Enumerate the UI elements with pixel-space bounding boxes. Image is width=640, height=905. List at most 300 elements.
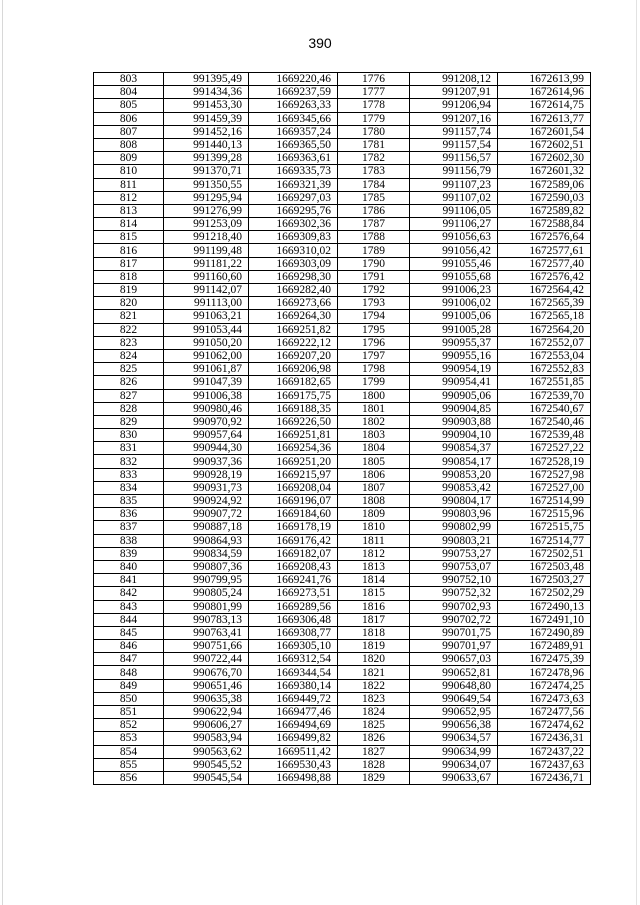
x-coordinate-left: 990928,19: [164, 468, 249, 481]
x-coordinate-left: 990606,27: [164, 719, 249, 732]
table-row: [94, 178, 591, 191]
y-coordinate-left: 1669499,82: [249, 732, 338, 745]
y-coordinate-left: 1669273,51: [249, 587, 338, 600]
y-coordinate-left: 1669310,02: [249, 244, 338, 257]
point-number-left: 807: [94, 125, 164, 138]
y-coordinate-right: 1672503,48: [498, 560, 591, 573]
point-number-left: 835: [94, 495, 164, 508]
x-coordinate-right: 990634,57: [410, 732, 498, 745]
y-coordinate-left: 1669182,07: [249, 547, 338, 560]
point-number-left: 831: [94, 442, 164, 455]
table-row: [94, 112, 591, 125]
point-number-right: 1819: [338, 640, 410, 653]
point-number-right: 1776: [338, 73, 410, 86]
point-number-right: 1794: [338, 310, 410, 323]
point-number-right: 1798: [338, 363, 410, 376]
table-row: [94, 508, 591, 521]
y-coordinate-right: 1672527,00: [498, 481, 591, 494]
table-row: [94, 231, 591, 244]
x-coordinate-right: 991207,91: [410, 86, 498, 99]
x-coordinate-right: 990752,32: [410, 587, 498, 600]
table-row: [94, 204, 591, 217]
x-coordinate-left: 991276,99: [164, 204, 249, 217]
x-coordinate-left: 991370,71: [164, 165, 249, 178]
table-row: [94, 560, 591, 573]
page-number: 390: [308, 35, 332, 51]
table-row: [94, 86, 591, 99]
point-number-left: 818: [94, 270, 164, 283]
y-coordinate-left: 1669226,50: [249, 415, 338, 428]
y-coordinate-left: 1669264,30: [249, 310, 338, 323]
y-coordinate-left: 1669309,83: [249, 231, 338, 244]
y-coordinate-left: 1669498,88: [249, 771, 338, 784]
y-coordinate-left: 1669215,97: [249, 468, 338, 481]
x-coordinate-left: 990783,13: [164, 613, 249, 626]
point-number-right: 1816: [338, 600, 410, 613]
table-row: [94, 468, 591, 481]
coordinates-table-body: [94, 73, 591, 785]
y-coordinate-right: 1672527,22: [498, 442, 591, 455]
x-coordinate-left: 990563,62: [164, 745, 249, 758]
y-coordinate-right: 1672601,54: [498, 125, 591, 138]
y-coordinate-left: 1669298,30: [249, 270, 338, 283]
point-number-left: 840: [94, 560, 164, 573]
x-coordinate-right: 991006,02: [410, 297, 498, 310]
y-coordinate-left: 1669220,46: [249, 73, 338, 86]
x-coordinate-right: 991156,79: [410, 165, 498, 178]
point-number-left: 837: [94, 521, 164, 534]
y-coordinate-left: 1669335,73: [249, 165, 338, 178]
x-coordinate-left: 990751,66: [164, 640, 249, 653]
x-coordinate-right: 990752,10: [410, 574, 498, 587]
x-coordinate-left: 990944,30: [164, 442, 249, 455]
y-coordinate-right: 1672551,85: [498, 376, 591, 389]
point-number-left: 813: [94, 204, 164, 217]
y-coordinate-right: 1672589,06: [498, 178, 591, 191]
x-coordinate-left: 990801,99: [164, 600, 249, 613]
x-coordinate-right: 991055,68: [410, 270, 498, 283]
table-row: [94, 771, 591, 784]
table-row: [94, 574, 591, 587]
x-coordinate-right: 991106,05: [410, 204, 498, 217]
y-coordinate-left: 1669321,39: [249, 178, 338, 191]
y-coordinate-left: 1669302,36: [249, 218, 338, 231]
table-row: [94, 363, 591, 376]
point-number-left: 820: [94, 297, 164, 310]
point-number-right: 1814: [338, 574, 410, 587]
point-number-right: 1793: [338, 297, 410, 310]
point-number-left: 842: [94, 587, 164, 600]
x-coordinate-left: 991047,39: [164, 376, 249, 389]
y-coordinate-left: 1669380,14: [249, 679, 338, 692]
y-coordinate-left: 1669182,65: [249, 376, 338, 389]
y-coordinate-right: 1672527,98: [498, 468, 591, 481]
y-coordinate-right: 1672602,51: [498, 138, 591, 151]
point-number-right: 1817: [338, 613, 410, 626]
point-number-left: 817: [94, 257, 164, 270]
point-number-right: 1800: [338, 389, 410, 402]
table-row: [94, 640, 591, 653]
x-coordinate-right: 990854,17: [410, 455, 498, 468]
point-number-right: 1792: [338, 284, 410, 297]
x-coordinate-right: 990701,97: [410, 640, 498, 653]
y-coordinate-right: 1672614,75: [498, 99, 591, 112]
x-coordinate-left: 991218,40: [164, 231, 249, 244]
table-row: [94, 191, 591, 204]
x-coordinate-left: 990635,38: [164, 692, 249, 705]
x-coordinate-right: 991157,74: [410, 125, 498, 138]
y-coordinate-right: 1672552,07: [498, 336, 591, 349]
point-number-right: 1790: [338, 257, 410, 270]
x-coordinate-left: 990763,41: [164, 626, 249, 639]
point-number-right: 1795: [338, 323, 410, 336]
x-coordinate-right: 991055,46: [410, 257, 498, 270]
x-coordinate-right: 991107,23: [410, 178, 498, 191]
y-coordinate-left: 1669251,20: [249, 455, 338, 468]
x-coordinate-left: 990864,93: [164, 534, 249, 547]
x-coordinate-right: 991006,23: [410, 284, 498, 297]
x-coordinate-right: 991056,42: [410, 244, 498, 257]
point-number-left: 836: [94, 508, 164, 521]
y-coordinate-right: 1672564,20: [498, 323, 591, 336]
y-coordinate-right: 1672515,96: [498, 508, 591, 521]
x-coordinate-right: 990954,41: [410, 376, 498, 389]
table-row: [94, 297, 591, 310]
y-coordinate-right: 1672514,99: [498, 495, 591, 508]
point-number-right: 1824: [338, 706, 410, 719]
y-coordinate-right: 1672539,48: [498, 429, 591, 442]
x-coordinate-left: 990931,73: [164, 481, 249, 494]
point-number-right: 1778: [338, 99, 410, 112]
y-coordinate-left: 1669305,10: [249, 640, 338, 653]
x-coordinate-left: 990545,54: [164, 771, 249, 784]
table-row: [94, 218, 591, 231]
y-coordinate-left: 1669477,46: [249, 706, 338, 719]
x-coordinate-right: 990904,85: [410, 402, 498, 415]
x-coordinate-right: 990854,37: [410, 442, 498, 455]
y-coordinate-left: 1669208,43: [249, 560, 338, 573]
point-number-left: 810: [94, 165, 164, 178]
point-number-right: 1777: [338, 86, 410, 99]
x-coordinate-left: 991142,07: [164, 284, 249, 297]
point-number-left: 838: [94, 534, 164, 547]
y-coordinate-right: 1672490,13: [498, 600, 591, 613]
point-number-left: 833: [94, 468, 164, 481]
point-number-right: 1781: [338, 138, 410, 151]
y-coordinate-right: 1672565,39: [498, 297, 591, 310]
x-coordinate-right: 991207,16: [410, 112, 498, 125]
table-row: [94, 495, 591, 508]
point-number-left: 819: [94, 284, 164, 297]
point-number-right: 1789: [338, 244, 410, 257]
y-coordinate-right: 1672474,62: [498, 719, 591, 732]
y-coordinate-left: 1669178,19: [249, 521, 338, 534]
y-coordinate-left: 1669175,75: [249, 389, 338, 402]
point-number-left: 844: [94, 613, 164, 626]
y-coordinate-left: 1669207,20: [249, 349, 338, 362]
table-row: [94, 706, 591, 719]
x-coordinate-left: 991050,20: [164, 336, 249, 349]
point-number-right: 1780: [338, 125, 410, 138]
point-number-right: 1829: [338, 771, 410, 784]
point-number-left: 841: [94, 574, 164, 587]
table-row: [94, 376, 591, 389]
y-coordinate-left: 1669303,09: [249, 257, 338, 270]
x-coordinate-left: 990924,92: [164, 495, 249, 508]
y-coordinate-right: 1672540,46: [498, 415, 591, 428]
x-coordinate-left: 991053,44: [164, 323, 249, 336]
table-row: [94, 402, 591, 415]
x-coordinate-right: 991106,27: [410, 218, 498, 231]
point-number-left: 829: [94, 415, 164, 428]
y-coordinate-right: 1672528,19: [498, 455, 591, 468]
page-edge-right: [636, 0, 637, 905]
y-coordinate-right: 1672577,40: [498, 257, 591, 270]
y-coordinate-left: 1669345,66: [249, 112, 338, 125]
x-coordinate-left: 990805,24: [164, 587, 249, 600]
x-coordinate-right: 990804,17: [410, 495, 498, 508]
point-number-left: 808: [94, 138, 164, 151]
y-coordinate-right: 1672502,51: [498, 547, 591, 560]
point-number-left: 843: [94, 600, 164, 613]
point-number-left: 824: [94, 349, 164, 362]
x-coordinate-right: 990753,07: [410, 560, 498, 573]
point-number-right: 1791: [338, 270, 410, 283]
point-number-left: 804: [94, 86, 164, 99]
y-coordinate-left: 1669295,76: [249, 204, 338, 217]
table-row: [94, 99, 591, 112]
coordinates-table: [93, 72, 591, 785]
x-coordinate-left: 990651,46: [164, 679, 249, 692]
x-coordinate-right: 990702,93: [410, 600, 498, 613]
x-coordinate-right: 990633,67: [410, 771, 498, 784]
page-edge-left: [2, 0, 3, 905]
y-coordinate-right: 1672565,18: [498, 310, 591, 323]
y-coordinate-left: 1669237,59: [249, 86, 338, 99]
y-coordinate-right: 1672590,03: [498, 191, 591, 204]
y-coordinate-left: 1669357,24: [249, 125, 338, 138]
table-row: [94, 152, 591, 165]
y-coordinate-left: 1669511,42: [249, 745, 338, 758]
x-coordinate-left: 991253,09: [164, 218, 249, 231]
y-coordinate-right: 1672514,77: [498, 534, 591, 547]
table-row: [94, 626, 591, 639]
x-coordinate-right: 990648,80: [410, 679, 498, 692]
x-coordinate-right: 991005,28: [410, 323, 498, 336]
x-coordinate-right: 990657,03: [410, 653, 498, 666]
point-number-right: 1799: [338, 376, 410, 389]
point-number-right: 1803: [338, 429, 410, 442]
point-number-left: 805: [94, 99, 164, 112]
point-number-right: 1804: [338, 442, 410, 455]
x-coordinate-right: 990656,38: [410, 719, 498, 732]
y-coordinate-right: 1672437,22: [498, 745, 591, 758]
x-coordinate-left: 991453,30: [164, 99, 249, 112]
point-number-left: 849: [94, 679, 164, 692]
y-coordinate-left: 1669222,12: [249, 336, 338, 349]
point-number-left: 809: [94, 152, 164, 165]
y-coordinate-right: 1672478,96: [498, 666, 591, 679]
y-coordinate-left: 1669273,66: [249, 297, 338, 310]
point-number-right: 1807: [338, 481, 410, 494]
x-coordinate-left: 990907,72: [164, 508, 249, 521]
x-coordinate-right: 990905,06: [410, 389, 498, 402]
x-coordinate-right: 991156,57: [410, 152, 498, 165]
x-coordinate-right: 990853,42: [410, 481, 498, 494]
point-number-right: 1796: [338, 336, 410, 349]
point-number-left: 851: [94, 706, 164, 719]
y-coordinate-left: 1669184,60: [249, 508, 338, 521]
table-row: [94, 547, 591, 560]
y-coordinate-left: 1669208,04: [249, 481, 338, 494]
table-row: [94, 745, 591, 758]
y-coordinate-left: 1669241,76: [249, 574, 338, 587]
x-coordinate-right: 990753,27: [410, 547, 498, 560]
point-number-left: 839: [94, 547, 164, 560]
point-number-left: 825: [94, 363, 164, 376]
x-coordinate-right: 990649,54: [410, 692, 498, 705]
x-coordinate-left: 991062,00: [164, 349, 249, 362]
point-number-right: 1809: [338, 508, 410, 521]
point-number-right: 1806: [338, 468, 410, 481]
point-number-right: 1808: [338, 495, 410, 508]
table-row: [94, 270, 591, 283]
point-number-right: 1779: [338, 112, 410, 125]
table-row: [94, 284, 591, 297]
table-row: [94, 719, 591, 732]
point-number-right: 1805: [338, 455, 410, 468]
y-coordinate-right: 1672613,77: [498, 112, 591, 125]
point-number-left: 816: [94, 244, 164, 257]
y-coordinate-right: 1672576,64: [498, 231, 591, 244]
y-coordinate-left: 1669530,43: [249, 758, 338, 771]
y-coordinate-left: 1669254,36: [249, 442, 338, 455]
point-number-right: 1827: [338, 745, 410, 758]
x-coordinate-right: 991157,54: [410, 138, 498, 151]
y-coordinate-left: 1669308,77: [249, 626, 338, 639]
point-number-left: 823: [94, 336, 164, 349]
point-number-right: 1813: [338, 560, 410, 573]
y-coordinate-left: 1669297,03: [249, 191, 338, 204]
y-coordinate-left: 1669365,50: [249, 138, 338, 151]
table-row: [94, 138, 591, 151]
y-coordinate-left: 1669306,48: [249, 613, 338, 626]
table-row: [94, 165, 591, 178]
point-number-left: 853: [94, 732, 164, 745]
y-coordinate-left: 1669251,81: [249, 429, 338, 442]
y-coordinate-right: 1672614,96: [498, 86, 591, 99]
point-number-right: 1815: [338, 587, 410, 600]
point-number-left: 812: [94, 191, 164, 204]
point-number-right: 1786: [338, 204, 410, 217]
point-number-left: 852: [94, 719, 164, 732]
x-coordinate-left: 991399,28: [164, 152, 249, 165]
table-row: [94, 455, 591, 468]
x-coordinate-right: 990903,88: [410, 415, 498, 428]
point-number-left: 806: [94, 112, 164, 125]
point-number-right: 1788: [338, 231, 410, 244]
x-coordinate-right: 991005,06: [410, 310, 498, 323]
x-coordinate-left: 991181,22: [164, 257, 249, 270]
x-coordinate-left: 990957,64: [164, 429, 249, 442]
point-number-left: 814: [94, 218, 164, 231]
y-coordinate-left: 1669449,72: [249, 692, 338, 705]
x-coordinate-left: 990676,70: [164, 666, 249, 679]
table-row: [94, 389, 591, 402]
point-number-right: 1818: [338, 626, 410, 639]
y-coordinate-right: 1672564,42: [498, 284, 591, 297]
point-number-left: 828: [94, 402, 164, 415]
x-coordinate-left: 991459,39: [164, 112, 249, 125]
point-number-right: 1810: [338, 521, 410, 534]
y-coordinate-right: 1672503,27: [498, 574, 591, 587]
point-number-left: 845: [94, 626, 164, 639]
x-coordinate-left: 991350,55: [164, 178, 249, 191]
y-coordinate-right: 1672552,83: [498, 363, 591, 376]
x-coordinate-right: 990634,07: [410, 758, 498, 771]
point-number-right: 1811: [338, 534, 410, 547]
x-coordinate-left: 990583,94: [164, 732, 249, 745]
y-coordinate-left: 1669251,82: [249, 323, 338, 336]
x-coordinate-left: 991006,38: [164, 389, 249, 402]
x-coordinate-right: 990702,72: [410, 613, 498, 626]
point-number-right: 1782: [338, 152, 410, 165]
table-row: [94, 244, 591, 257]
x-coordinate-right: 990652,95: [410, 706, 498, 719]
x-coordinate-right: 991206,94: [410, 99, 498, 112]
x-coordinate-left: 991395,49: [164, 73, 249, 86]
table-row: [94, 732, 591, 745]
x-coordinate-left: 990799,95: [164, 574, 249, 587]
point-number-left: 848: [94, 666, 164, 679]
y-coordinate-right: 1672436,71: [498, 771, 591, 784]
y-coordinate-right: 1672588,84: [498, 218, 591, 231]
x-coordinate-right: 990955,37: [410, 336, 498, 349]
y-coordinate-right: 1672489,91: [498, 640, 591, 653]
point-number-right: 1825: [338, 719, 410, 732]
point-number-right: 1783: [338, 165, 410, 178]
x-coordinate-left: 991061,87: [164, 363, 249, 376]
point-number-left: 834: [94, 481, 164, 494]
table-row: [94, 442, 591, 455]
y-coordinate-right: 1672540,67: [498, 402, 591, 415]
table-row: [94, 323, 591, 336]
y-coordinate-right: 1672539,70: [498, 389, 591, 402]
point-number-right: 1797: [338, 349, 410, 362]
x-coordinate-left: 991440,13: [164, 138, 249, 151]
table-row: [94, 481, 591, 494]
x-coordinate-left: 991452,16: [164, 125, 249, 138]
y-coordinate-right: 1672613,99: [498, 73, 591, 86]
table-row: [94, 125, 591, 138]
y-coordinate-right: 1672577,61: [498, 244, 591, 257]
point-number-right: 1812: [338, 547, 410, 560]
point-number-left: 832: [94, 455, 164, 468]
y-coordinate-left: 1669188,35: [249, 402, 338, 415]
y-coordinate-right: 1672589,82: [498, 204, 591, 217]
x-coordinate-left: 990545,52: [164, 758, 249, 771]
point-number-right: 1784: [338, 178, 410, 191]
x-coordinate-left: 991113,00: [164, 297, 249, 310]
x-coordinate-left: 991063,21: [164, 310, 249, 323]
x-coordinate-right: 990803,21: [410, 534, 498, 547]
x-coordinate-right: 990904,10: [410, 429, 498, 442]
y-coordinate-right: 1672491,10: [498, 613, 591, 626]
y-coordinate-left: 1669206,98: [249, 363, 338, 376]
x-coordinate-right: 991208,12: [410, 73, 498, 86]
y-coordinate-left: 1669312,54: [249, 653, 338, 666]
x-coordinate-left: 991434,36: [164, 86, 249, 99]
